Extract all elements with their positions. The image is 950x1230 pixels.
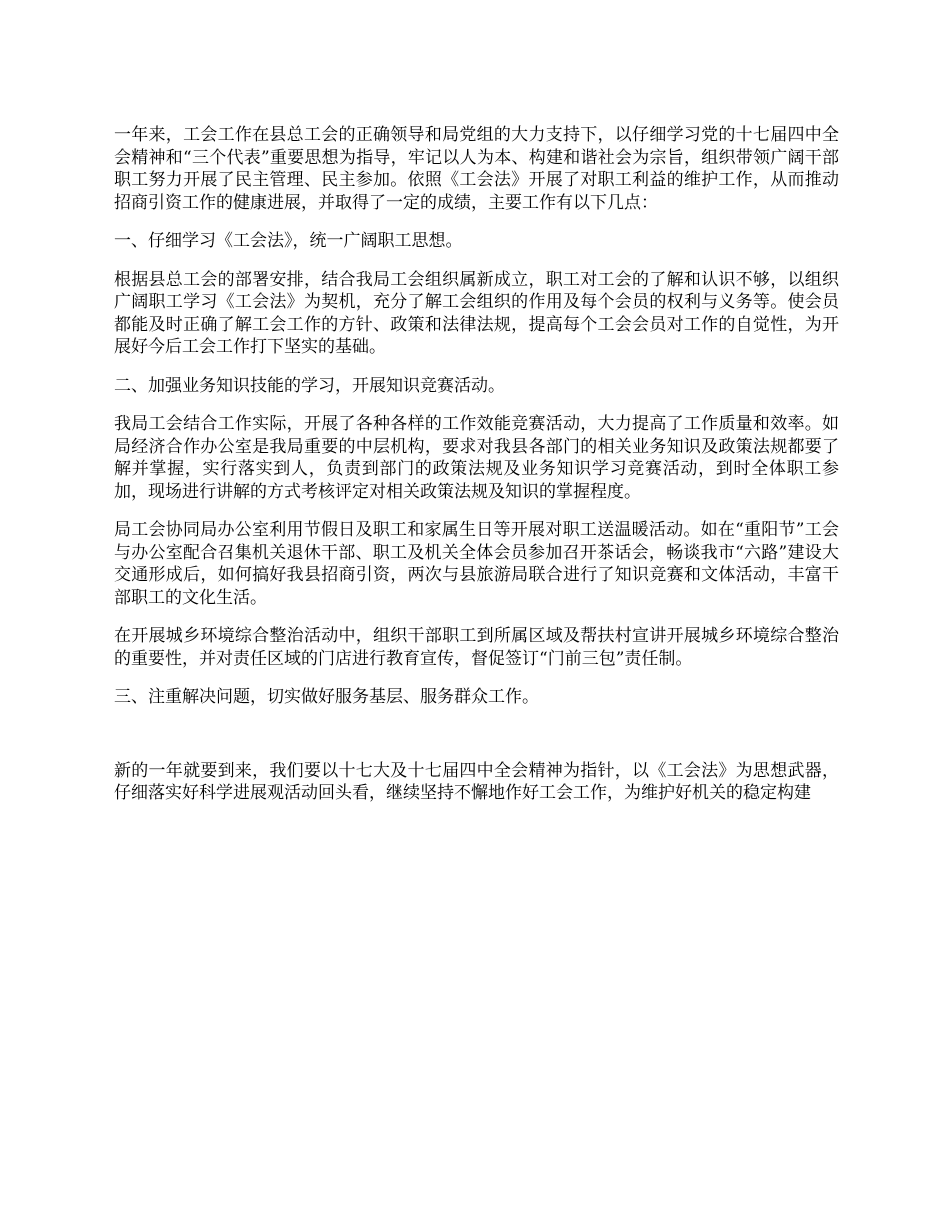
- section-heading-1: 一、仔细学习《工会法》，统一广阔职工思想。: [114, 231, 463, 251]
- section-2-body-2: 局工会协同局办公室利用节假日及职工和家属生日等开展对职工送温暖活动。如在“重阳节”工会与办公室配合召集机关退休干部、职工及机关全体会员参加召开茶话会，畅谈我市“六路”建设大交通形成后，如何搞好我县招商引资，两次与县旅游局联合进行了知识竞赛和文体活动，丰富干部职工的文化生活。: [114, 520, 839, 608]
- section-heading-3: 三、注重解决问题，切实做好服务基层、服务群众工作。: [114, 687, 539, 707]
- section-2-body-3: 在开展城乡环境综合整治活动中，组织干部职工到所属区域及帮扶村宣讲开展城乡环境综合整治的重要性，并对责任区域的门店进行教育宣传，督促签订“门前三包”责任制。: [114, 626, 839, 669]
- document-page: [114, 124, 839, 805]
- section-heading-2: 二、加强业务知识技能的学习，开展知识竞赛活动。: [114, 375, 505, 396]
- intro-paragraph: 一年来，工会工作在县总工会的正确领导和局党组的大力支持下，以仔细学习党的十七届四中全会精神和“三个代表”重要思想为指导，牢记以人为本、构建和谐社会为宗旨，组织带领广阔干部职工努力开展了民主管理、民主参加。依照《工会法》开展了对职工利益的维护工作，从而推动招商引资工作的健康进展，并取得了一定的成绩，主要工作有以下几点：: [114, 125, 839, 213]
- section-2-body-1: 我局工会结合工作实际，开展了各种各样的工作效能竞赛活动，大力提高了工作质量和效率。如局经济合作办公室是我局重要的中层机构，要求对我县各部门的相关业务知识及政策法规都要了解并掌握，实行落实到人，负责到部门的政策法规及业务知识学习竞赛活动，到时全体职工参加，现场进行讲解的方式考核评定对相关政策法规及知识的掌握程度。: [114, 414, 839, 502]
- closing-paragraph: 新的一年就要到来，我们要以十七大及十七届四中全会精神为指针，以《工会法》为思想武器，仔细落实好科学进展观活动回头看，继续坚持不懈地作好工会工作，为维护好机关的稳定构建: [114, 760, 839, 803]
- section-1-body: 根据县总工会的部署安排，结合我局工会组织属新成立，职工对工会的了解和认识不够，以组织广阔职工学习《工会法》为契机，充分了解工会组织的作用及每个会员的权利与义务等。使会员都能及时正确了解工会工作的方针、政策和法律法规，提高每个工会会员对工作的自觉性，为开展好今后工会工作打下坚实的基础。: [114, 269, 839, 357]
